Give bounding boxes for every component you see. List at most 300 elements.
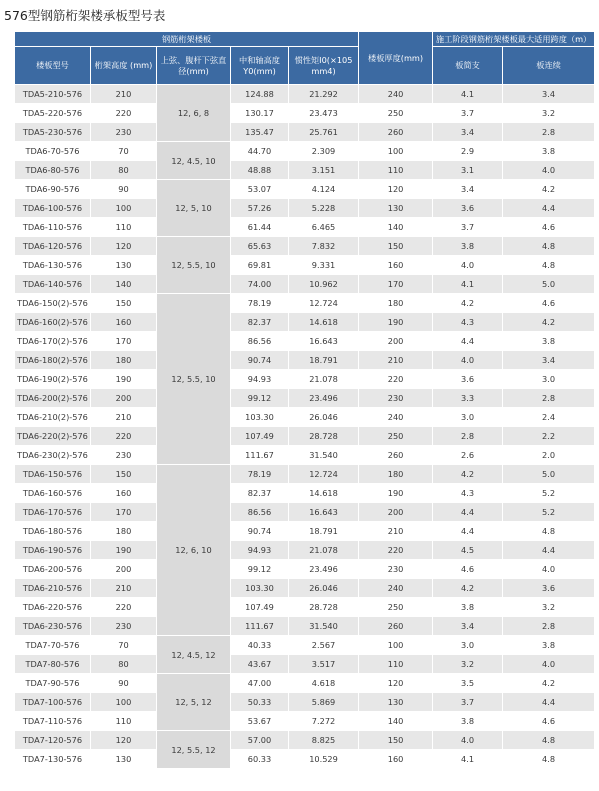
- centroid-cell: 94.93: [231, 541, 289, 560]
- height-cell: 230: [91, 123, 157, 142]
- thickness-cell: 160: [359, 256, 433, 275]
- centroid-cell: 111.67: [231, 617, 289, 636]
- table-row: [15, 503, 595, 522]
- centroid-cell: 78.19: [231, 465, 289, 484]
- continuous-cell: 3.6: [503, 579, 595, 598]
- height-cell: 210: [91, 579, 157, 598]
- inertia-cell: 6.465: [289, 218, 359, 237]
- table-row: [15, 85, 595, 104]
- model-cell: TDA7-70-576: [15, 636, 91, 655]
- table-row: [15, 104, 595, 123]
- continuous-cell: 4.4: [503, 199, 595, 218]
- continuous-cell: 3.2: [503, 598, 595, 617]
- model-cell: TDA6-170(2)-576: [15, 332, 91, 351]
- simple-cell: 4.2: [433, 465, 503, 484]
- model-cell: TDA6-150-576: [15, 465, 91, 484]
- inertia-cell: 14.618: [289, 484, 359, 503]
- inertia-cell: 5.869: [289, 693, 359, 712]
- inertia-cell: 7.272: [289, 712, 359, 731]
- simple-cell: 4.6: [433, 560, 503, 579]
- centroid-cell: 130.17: [231, 104, 289, 123]
- thickness-cell: 220: [359, 370, 433, 389]
- height-cell: 190: [91, 541, 157, 560]
- centroid-cell: 103.30: [231, 579, 289, 598]
- inertia-cell: 5.228: [289, 199, 359, 218]
- diameter-cell: 12, 5, 10: [157, 180, 231, 237]
- model-cell: TDA6-210-576: [15, 579, 91, 598]
- table-row: [15, 161, 595, 180]
- continuous-cell: 3.8: [503, 636, 595, 655]
- thickness-cell: 260: [359, 446, 433, 465]
- continuous-cell: 5.2: [503, 484, 595, 503]
- thickness-cell: 190: [359, 484, 433, 503]
- centroid-cell: 43.67: [231, 655, 289, 674]
- thickness-cell: 100: [359, 142, 433, 161]
- table-row: [15, 693, 595, 712]
- inertia-cell: 7.832: [289, 237, 359, 256]
- model-cell: TDA6-170-576: [15, 503, 91, 522]
- inertia-cell: 3.517: [289, 655, 359, 674]
- thickness-cell: 180: [359, 294, 433, 313]
- thickness-cell: 120: [359, 674, 433, 693]
- centroid-cell: 107.49: [231, 427, 289, 446]
- model-cell: TDA6-160(2)-576: [15, 313, 91, 332]
- inertia-cell: 12.724: [289, 465, 359, 484]
- simple-cell: 3.4: [433, 617, 503, 636]
- centroid-cell: 69.81: [231, 256, 289, 275]
- thickness-cell: 200: [359, 503, 433, 522]
- page-title: 576型钢筋桁架楼承板型号表: [4, 8, 166, 23]
- inertia-cell: 26.046: [289, 579, 359, 598]
- thickness-cell: 240: [359, 408, 433, 427]
- thickness-cell: 130: [359, 199, 433, 218]
- model-cell: TDA6-200(2)-576: [15, 389, 91, 408]
- thickness-cell: 230: [359, 560, 433, 579]
- height-cell: 90: [91, 674, 157, 693]
- centroid-cell: 61.44: [231, 218, 289, 237]
- continuous-cell: 4.8: [503, 750, 595, 769]
- thickness-cell: 260: [359, 617, 433, 636]
- thickness-cell: 210: [359, 522, 433, 541]
- simple-cell: 4.4: [433, 332, 503, 351]
- diameter-cell: 12, 4.5, 12: [157, 636, 231, 674]
- simple-cell: 4.4: [433, 522, 503, 541]
- height-cell: 140: [91, 275, 157, 294]
- thickness-cell: 110: [359, 655, 433, 674]
- thickness-cell: 240: [359, 579, 433, 598]
- thickness-cell: 240: [359, 85, 433, 104]
- continuous-cell: 2.8: [503, 617, 595, 636]
- height-cell: 80: [91, 655, 157, 674]
- height-cell: 120: [91, 237, 157, 256]
- simple-cell: 4.1: [433, 275, 503, 294]
- model-cell: TDA6-180-576: [15, 522, 91, 541]
- thickness-cell: 150: [359, 731, 433, 750]
- centroid-cell: 124.88: [231, 85, 289, 104]
- thickness-cell: 250: [359, 427, 433, 446]
- continuous-cell: 4.2: [503, 313, 595, 332]
- inertia-cell: 16.643: [289, 332, 359, 351]
- centroid-cell: 44.70: [231, 142, 289, 161]
- model-cell: TDA6-180(2)-576: [15, 351, 91, 370]
- height-cell: 120: [91, 731, 157, 750]
- inertia-cell: 28.728: [289, 427, 359, 446]
- inertia-cell: 10.529: [289, 750, 359, 769]
- height-cell: 210: [91, 85, 157, 104]
- thickness-cell: 250: [359, 104, 433, 123]
- inertia-cell: 23.473: [289, 104, 359, 123]
- simple-cell: 3.4: [433, 180, 503, 199]
- height-cell: 110: [91, 218, 157, 237]
- inertia-cell: 31.540: [289, 446, 359, 465]
- model-cell: TDA6-210(2)-576: [15, 408, 91, 427]
- continuous-cell: 5.0: [503, 275, 595, 294]
- inertia-cell: 18.791: [289, 522, 359, 541]
- simple-cell: 4.0: [433, 351, 503, 370]
- centroid-cell: 90.74: [231, 522, 289, 541]
- header-model: 楼板型号: [15, 47, 91, 85]
- inertia-cell: 26.046: [289, 408, 359, 427]
- inertia-cell: 2.567: [289, 636, 359, 655]
- model-cell: TDA7-110-576: [15, 712, 91, 731]
- centroid-cell: 50.33: [231, 693, 289, 712]
- table-row: [15, 275, 595, 294]
- inertia-cell: 18.791: [289, 351, 359, 370]
- centroid-cell: 57.26: [231, 199, 289, 218]
- simple-cell: 4.4: [433, 503, 503, 522]
- model-cell: TDA6-150(2)-576: [15, 294, 91, 313]
- height-cell: 170: [91, 503, 157, 522]
- continuous-cell: 4.6: [503, 294, 595, 313]
- diameter-cell: 12, 5, 12: [157, 674, 231, 731]
- continuous-cell: 3.4: [503, 351, 595, 370]
- model-cell: TDA6-100-576: [15, 199, 91, 218]
- continuous-cell: 2.8: [503, 123, 595, 142]
- diameter-cell: 12, 5.5, 10: [157, 294, 231, 465]
- continuous-cell: 4.6: [503, 712, 595, 731]
- thickness-cell: 120: [359, 180, 433, 199]
- table-row: [15, 351, 595, 370]
- centroid-cell: 107.49: [231, 598, 289, 617]
- simple-cell: 2.6: [433, 446, 503, 465]
- continuous-cell: 2.0: [503, 446, 595, 465]
- table-body: [15, 85, 595, 769]
- continuous-cell: 2.8: [503, 389, 595, 408]
- model-cell: TDA6-230-576: [15, 617, 91, 636]
- inertia-cell: 12.724: [289, 294, 359, 313]
- model-cell: TDA6-130-576: [15, 256, 91, 275]
- inertia-cell: 4.618: [289, 674, 359, 693]
- centroid-cell: 40.33: [231, 636, 289, 655]
- spec-table: [14, 31, 595, 769]
- centroid-cell: 86.56: [231, 503, 289, 522]
- header-continuous: 板连续: [503, 47, 595, 85]
- continuous-cell: 2.4: [503, 408, 595, 427]
- thickness-cell: 200: [359, 332, 433, 351]
- inertia-cell: 10.962: [289, 275, 359, 294]
- centroid-cell: 60.33: [231, 750, 289, 769]
- table-row: [15, 199, 595, 218]
- simple-cell: 4.5: [433, 541, 503, 560]
- table-row: [15, 712, 595, 731]
- continuous-cell: 4.8: [503, 522, 595, 541]
- model-cell: TDA5-220-576: [15, 104, 91, 123]
- diameter-cell: 12, 5.5, 12: [157, 731, 231, 769]
- continuous-cell: 4.8: [503, 256, 595, 275]
- height-cell: 170: [91, 332, 157, 351]
- continuous-cell: 5.0: [503, 465, 595, 484]
- simple-cell: 3.7: [433, 104, 503, 123]
- table-row: [15, 522, 595, 541]
- simple-cell: 3.6: [433, 370, 503, 389]
- header-diameter: 上弦、腹杆下弦直径(mm): [157, 47, 231, 85]
- height-cell: 150: [91, 465, 157, 484]
- inertia-cell: 21.078: [289, 541, 359, 560]
- thickness-cell: 160: [359, 750, 433, 769]
- simple-cell: 3.7: [433, 218, 503, 237]
- simple-cell: 3.5: [433, 674, 503, 693]
- centroid-cell: 90.74: [231, 351, 289, 370]
- inertia-cell: 14.618: [289, 313, 359, 332]
- inertia-cell: 21.078: [289, 370, 359, 389]
- simple-cell: 3.1: [433, 161, 503, 180]
- height-cell: 220: [91, 427, 157, 446]
- diameter-cell: 12, 6, 8: [157, 85, 231, 142]
- thickness-cell: 230: [359, 389, 433, 408]
- inertia-cell: 21.292: [289, 85, 359, 104]
- continuous-cell: 4.0: [503, 560, 595, 579]
- header-group-truss-slab: 钢筋桁架楼板: [15, 32, 359, 47]
- height-cell: 130: [91, 256, 157, 275]
- continuous-cell: 3.2: [503, 104, 595, 123]
- height-cell: 80: [91, 161, 157, 180]
- inertia-cell: 25.761: [289, 123, 359, 142]
- diameter-cell: 12, 6, 10: [157, 465, 231, 636]
- centroid-cell: 65.63: [231, 237, 289, 256]
- height-cell: 160: [91, 313, 157, 332]
- simple-cell: 3.8: [433, 598, 503, 617]
- header-height: 桁架高度 (mm): [91, 47, 157, 85]
- simple-cell: 4.3: [433, 313, 503, 332]
- centroid-cell: 99.12: [231, 560, 289, 579]
- continuous-cell: 4.8: [503, 731, 595, 750]
- simple-cell: 3.3: [433, 389, 503, 408]
- header-inertia: 惯性矩I0(×105 mm4): [289, 47, 359, 85]
- diameter-cell: 12, 4.5, 10: [157, 142, 231, 180]
- table-row: [15, 674, 595, 693]
- simple-cell: 2.8: [433, 427, 503, 446]
- continuous-cell: 2.2: [503, 427, 595, 446]
- simple-cell: 3.8: [433, 712, 503, 731]
- thickness-cell: 190: [359, 313, 433, 332]
- centroid-cell: 103.30: [231, 408, 289, 427]
- model-cell: TDA7-100-576: [15, 693, 91, 712]
- thickness-cell: 210: [359, 351, 433, 370]
- thickness-cell: 110: [359, 161, 433, 180]
- simple-cell: 3.4: [433, 123, 503, 142]
- height-cell: 160: [91, 484, 157, 503]
- height-cell: 200: [91, 560, 157, 579]
- centroid-cell: 74.00: [231, 275, 289, 294]
- continuous-cell: 4.4: [503, 693, 595, 712]
- inertia-cell: 9.331: [289, 256, 359, 275]
- model-cell: TDA6-80-576: [15, 161, 91, 180]
- simple-cell: 3.8: [433, 237, 503, 256]
- inertia-cell: 23.496: [289, 560, 359, 579]
- centroid-cell: 86.56: [231, 332, 289, 351]
- table-row: [15, 256, 595, 275]
- model-cell: TDA6-90-576: [15, 180, 91, 199]
- simple-cell: 4.0: [433, 256, 503, 275]
- inertia-cell: 23.496: [289, 389, 359, 408]
- continuous-cell: 4.4: [503, 541, 595, 560]
- table-row: [15, 446, 595, 465]
- simple-cell: 3.6: [433, 199, 503, 218]
- continuous-cell: 3.8: [503, 332, 595, 351]
- header-group-span: 施工阶段钢筋桁架楼板最大适用跨度（m）: [433, 32, 595, 47]
- centroid-cell: 48.88: [231, 161, 289, 180]
- simple-cell: 3.2: [433, 655, 503, 674]
- centroid-cell: 57.00: [231, 731, 289, 750]
- height-cell: 190: [91, 370, 157, 389]
- height-cell: 150: [91, 294, 157, 313]
- thickness-cell: 220: [359, 541, 433, 560]
- model-cell: TDA5-210-576: [15, 85, 91, 104]
- height-cell: 100: [91, 693, 157, 712]
- centroid-cell: 135.47: [231, 123, 289, 142]
- continuous-cell: 3.4: [503, 85, 595, 104]
- table-row: [15, 560, 595, 579]
- inertia-cell: 31.540: [289, 617, 359, 636]
- thickness-cell: 260: [359, 123, 433, 142]
- header-thickness: 楼板厚度(mm): [359, 32, 433, 85]
- simple-cell: 3.0: [433, 636, 503, 655]
- table-row: [15, 484, 595, 503]
- height-cell: 180: [91, 351, 157, 370]
- height-cell: 100: [91, 199, 157, 218]
- simple-cell: 3.7: [433, 693, 503, 712]
- continuous-cell: 4.2: [503, 674, 595, 693]
- height-cell: 70: [91, 142, 157, 161]
- table-row: [15, 750, 595, 769]
- centroid-cell: 94.93: [231, 370, 289, 389]
- centroid-cell: 53.07: [231, 180, 289, 199]
- model-cell: TDA6-220-576: [15, 598, 91, 617]
- height-cell: 200: [91, 389, 157, 408]
- table-row: [15, 408, 595, 427]
- centroid-cell: 78.19: [231, 294, 289, 313]
- height-cell: 220: [91, 598, 157, 617]
- header-centroid: 中和轴高度Y0(mm): [231, 47, 289, 85]
- model-cell: TDA6-190(2)-576: [15, 370, 91, 389]
- model-cell: TDA7-90-576: [15, 674, 91, 693]
- inertia-cell: 16.643: [289, 503, 359, 522]
- table-row: [15, 294, 595, 313]
- model-cell: TDA6-220(2)-576: [15, 427, 91, 446]
- height-cell: 230: [91, 446, 157, 465]
- model-cell: TDA6-200-576: [15, 560, 91, 579]
- continuous-cell: 4.2: [503, 180, 595, 199]
- table-row: [15, 636, 595, 655]
- height-cell: 180: [91, 522, 157, 541]
- table-row: [15, 313, 595, 332]
- table-row: [15, 465, 595, 484]
- model-cell: TDA5-230-576: [15, 123, 91, 142]
- inertia-cell: 2.309: [289, 142, 359, 161]
- thickness-cell: 150: [359, 237, 433, 256]
- height-cell: 210: [91, 408, 157, 427]
- simple-cell: 2.9: [433, 142, 503, 161]
- simple-cell: 3.0: [433, 408, 503, 427]
- table-row: [15, 370, 595, 389]
- continuous-cell: 4.8: [503, 237, 595, 256]
- continuous-cell: 3.0: [503, 370, 595, 389]
- model-cell: TDA6-140-576: [15, 275, 91, 294]
- simple-cell: 4.1: [433, 85, 503, 104]
- table-row: [15, 541, 595, 560]
- model-cell: TDA6-70-576: [15, 142, 91, 161]
- table-row: [15, 617, 595, 636]
- table-row: [15, 579, 595, 598]
- simple-cell: 4.1: [433, 750, 503, 769]
- model-cell: TDA6-120-576: [15, 237, 91, 256]
- thickness-cell: 170: [359, 275, 433, 294]
- model-cell: TDA6-230(2)-576: [15, 446, 91, 465]
- inertia-cell: 4.124: [289, 180, 359, 199]
- height-cell: 230: [91, 617, 157, 636]
- table-row: [15, 427, 595, 446]
- table-row: [15, 123, 595, 142]
- model-cell: TDA7-130-576: [15, 750, 91, 769]
- simple-cell: 4.2: [433, 579, 503, 598]
- table-row: [15, 731, 595, 750]
- centroid-cell: 53.67: [231, 712, 289, 731]
- thickness-cell: 250: [359, 598, 433, 617]
- inertia-cell: 28.728: [289, 598, 359, 617]
- simple-cell: 4.2: [433, 294, 503, 313]
- table-row: [15, 598, 595, 617]
- model-cell: TDA6-190-576: [15, 541, 91, 560]
- continuous-cell: 5.2: [503, 503, 595, 522]
- centroid-cell: 82.37: [231, 484, 289, 503]
- table-row: [15, 389, 595, 408]
- thickness-cell: 140: [359, 218, 433, 237]
- model-cell: TDA7-80-576: [15, 655, 91, 674]
- simple-cell: 4.0: [433, 731, 503, 750]
- thickness-cell: 130: [359, 693, 433, 712]
- model-cell: TDA6-110-576: [15, 218, 91, 237]
- table-row: [15, 655, 595, 674]
- height-cell: 90: [91, 180, 157, 199]
- continuous-cell: 3.8: [503, 142, 595, 161]
- inertia-cell: 8.825: [289, 731, 359, 750]
- table-row: [15, 332, 595, 351]
- thickness-cell: 100: [359, 636, 433, 655]
- continuous-cell: 4.0: [503, 161, 595, 180]
- diameter-cell: 12, 5.5, 10: [157, 237, 231, 294]
- height-cell: 130: [91, 750, 157, 769]
- table-row: [15, 180, 595, 199]
- model-cell: TDA7-120-576: [15, 731, 91, 750]
- thickness-cell: 140: [359, 712, 433, 731]
- header-simple: 板简支: [433, 47, 503, 85]
- height-cell: 220: [91, 104, 157, 123]
- continuous-cell: 4.6: [503, 218, 595, 237]
- table-row: [15, 142, 595, 161]
- height-cell: 70: [91, 636, 157, 655]
- table-row: [15, 218, 595, 237]
- simple-cell: 4.3: [433, 484, 503, 503]
